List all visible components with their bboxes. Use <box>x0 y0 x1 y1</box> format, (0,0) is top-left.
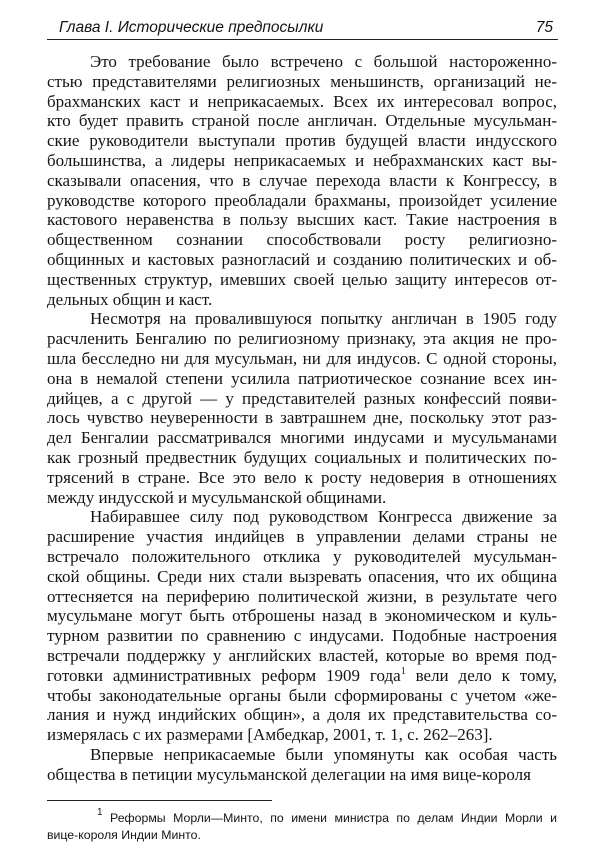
line-text: расширение участия индийцев в управлении делами страны не <box>47 527 557 547</box>
text-line <box>47 686 557 706</box>
line-text: трясений в стране. Все это вело к росту недоверия в отношениях <box>47 467 557 487</box>
line-text: лания и нужд индийских общин», а доля их представительства со- <box>47 705 557 725</box>
line-text: дельных общин и каст. <box>47 289 213 309</box>
footnote-line <box>47 827 557 844</box>
text-line <box>47 507 557 527</box>
line-text: ские руководители выступали против будущей власти индусского <box>47 131 557 151</box>
text-line <box>47 270 557 290</box>
text-line <box>47 587 557 607</box>
line-text: готовки административных реформ 1909 года <box>47 665 401 685</box>
footnote-marker[interactable]: 1 <box>400 665 406 677</box>
line-text: вели дело к тому, <box>405 665 557 685</box>
text-line <box>47 52 557 72</box>
text-line <box>47 705 557 725</box>
line-text: шла бесследно ни для мусульман, ни для индусов. С одной стороны, <box>47 348 557 368</box>
paragraph <box>47 309 557 507</box>
text-line <box>47 250 557 270</box>
header-rule <box>47 39 558 40</box>
line-text: чтобы законодательные органы были сформированы с учетом «же- <box>47 685 557 705</box>
line-text: встречало положительного отклика у руководителей мусульман- <box>47 546 557 566</box>
text-line <box>47 547 557 567</box>
line-text: брахманских каст и неприкасаемых. Всех их интересовал вопрос, <box>47 91 557 111</box>
footnote-text: вице-короля Индии Минто. <box>47 828 201 842</box>
text-line <box>47 646 557 666</box>
running-header <box>47 19 557 39</box>
line-text: Впервые неприкасаемые были упомянуты как особая часть <box>90 744 557 764</box>
line-text: большинства, а лидеры неприкасаемых и небрахманских каст вы- <box>47 150 557 170</box>
body-text <box>47 52 557 784</box>
line-text: дел Бенгалии рассматривался многими индусами и мусульманами <box>47 428 557 448</box>
text-line <box>47 745 557 765</box>
line-text: мусульмане могут быть отброшены назад в экономическом и куль- <box>47 606 557 626</box>
text-line <box>47 408 557 428</box>
text-line <box>47 210 557 230</box>
footnote-number: 1 <box>97 807 103 818</box>
line-text: турном развитии по сравнению с индусами. Подобные настроения <box>47 626 557 646</box>
footnote-text: Реформы Морли—Минто, по имени министра по делам Индии Морли и <box>102 811 557 825</box>
text-line <box>47 349 557 369</box>
line-text: лось чувство неуверенности в завтрашнем дне, поскольку этот раз- <box>47 408 557 428</box>
line-text: руководстве которого преобладали брахманы, произойдет усиление <box>47 190 557 210</box>
text-line <box>47 131 557 151</box>
line-text: Набиравшее силу под руководством Конгресса движение за <box>90 507 557 527</box>
text-line <box>47 448 557 468</box>
paragraph <box>47 745 557 785</box>
line-text: Это требование было встречено с большой настороженно- <box>90 52 557 71</box>
line-text: дийцев, а с другой — у представителей разных конфессий появи- <box>47 388 557 408</box>
text-line <box>47 606 557 626</box>
text-line <box>47 488 557 508</box>
text-line <box>47 72 557 92</box>
text-line <box>47 468 557 488</box>
line-text: как грозный предвестник будущих социальных и политических по- <box>47 447 557 467</box>
line-text: она в немалой степени усилила патриотическое сознание всех ин- <box>47 368 557 388</box>
text-line <box>47 626 557 646</box>
line-text: ской общины. Среди них стали вызревать опасения, что их община <box>47 566 557 586</box>
text-line <box>47 329 557 349</box>
chapter-title: Глава I. Исторические предпосылки <box>59 19 324 36</box>
text-line <box>47 666 557 686</box>
line-text: общества в петиции мусульманской делегации на имя вице-короля <box>47 764 531 784</box>
text-line <box>47 765 557 785</box>
footnote-line <box>47 807 557 827</box>
line-text: Несмотря на провалившуюся попытку англичан в 1905 году <box>90 309 557 329</box>
footnote <box>47 807 557 844</box>
text-line <box>47 230 557 250</box>
text-line <box>47 290 557 310</box>
line-text: оттесняется на периферию политической жизни, в результате чего <box>47 586 557 606</box>
text-line <box>47 92 557 112</box>
line-text: общественном сознании способствовали росту религиозно- <box>47 230 557 250</box>
text-line <box>47 111 557 131</box>
page-number: 75 <box>535 19 553 36</box>
line-text: расчленить Бенгалию по религиозному признаку, эта акция не про- <box>47 329 557 349</box>
text-line <box>47 151 557 171</box>
text-line <box>47 191 557 211</box>
line-text: кто будет править страной после англичан. Отдельные мусульман- <box>47 111 557 131</box>
line-text: кастового неравенства в пользу высших каст. Такие настроения в <box>47 210 557 230</box>
line-text: сказывали опасения, что в случае перехода власти к Конгрессу, в <box>47 170 557 190</box>
paragraph <box>47 507 557 745</box>
text-line <box>47 527 557 547</box>
text-line <box>47 389 557 409</box>
line-text: общинных и кастовых разногласий и созданию политических и об- <box>47 249 557 269</box>
line-text: между индусской и мусульманской общинами. <box>47 487 387 507</box>
text-line <box>47 171 557 191</box>
text-line <box>47 309 557 329</box>
paragraph <box>47 52 557 309</box>
line-text: стью представителями религиозных меньшинств, организаций не- <box>47 71 557 91</box>
text-line <box>47 567 557 587</box>
footnote-rule <box>47 800 272 801</box>
text-line <box>47 725 557 745</box>
line-text: встречали поддержку у английских властей, которые во время под- <box>47 645 557 665</box>
text-line <box>47 369 557 389</box>
line-text: щественных структур, имевших своей целью защиту интересов от- <box>47 269 557 289</box>
line-text: измерялась с их размерами [Амбедкар, 2001, т. 1, с. 262–263]. <box>47 725 493 745</box>
text-line <box>47 428 557 448</box>
